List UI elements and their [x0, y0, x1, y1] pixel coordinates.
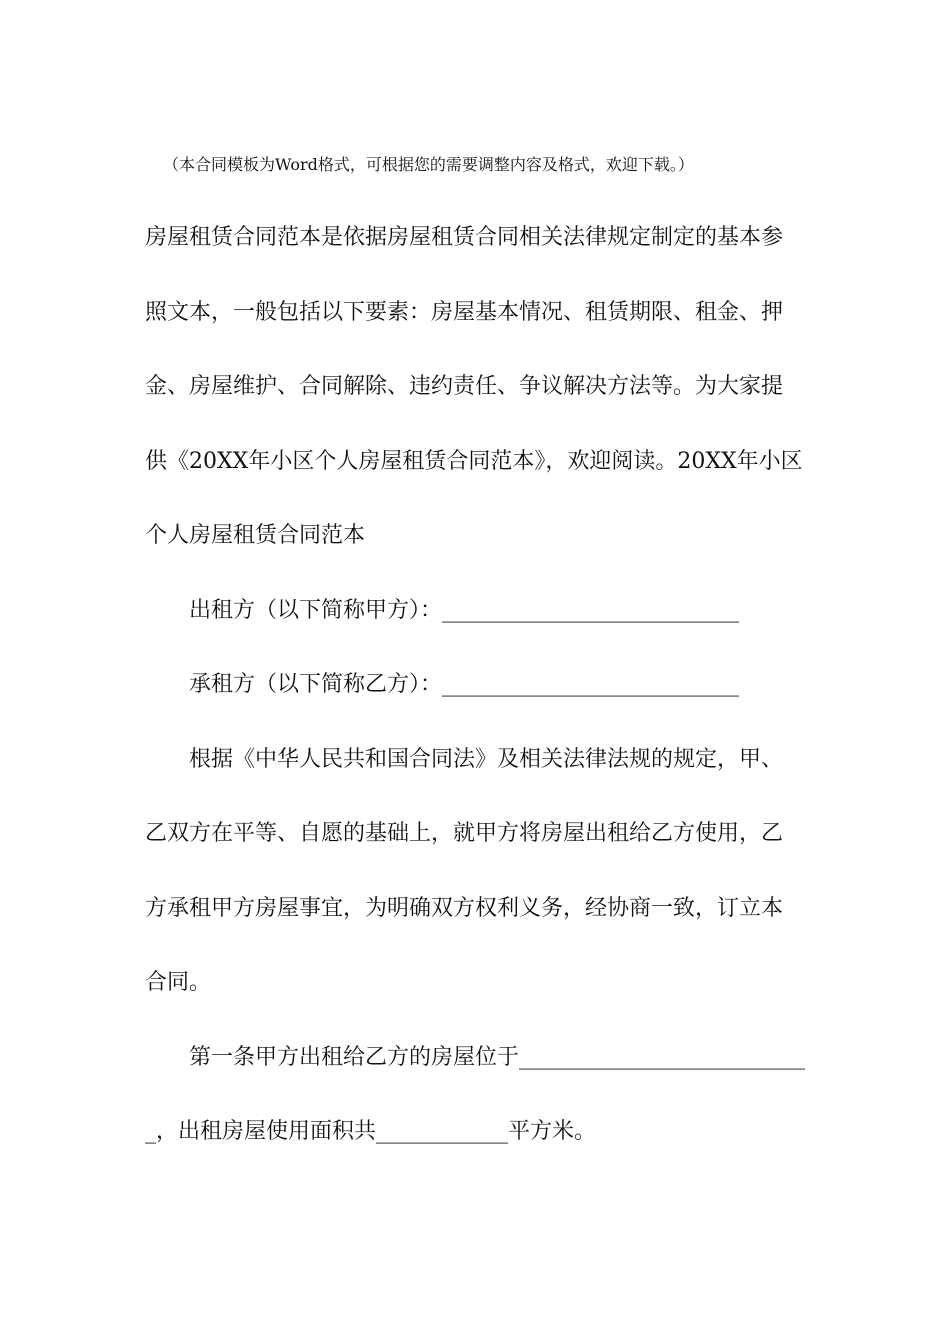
basis-line-2: 乙双方在平等、自愿的基础上，就甲方将房屋出租给乙方使用，乙 [145, 821, 784, 846]
intro-line-4: 供《20XX年小区个人房屋租赁合同范本》，欢迎阅读。20XX年小区 [145, 449, 803, 474]
intro-line-5: 个人房屋租赁合同范本 [145, 523, 366, 548]
template-note: （本合同模板为Word格式，可根据您的需要调整内容及格式，欢迎下载。） [163, 155, 694, 174]
article-1-line-2: _，出租房屋使用面积共____________平方米。 [145, 1119, 597, 1144]
intro-line-2: 照文本，一般包括以下要素：房屋基本情况、租赁期限、租金、押 [145, 300, 784, 325]
lessor-line: 出租方（以下简称甲方）：___________________________ [189, 598, 740, 623]
article-1-line-1: 第一条甲方出租给乙方的房屋位于__________________________ [189, 1045, 806, 1070]
intro-line-1: 房屋租赁合同范本是依据房屋租赁合同相关法律规定制定的基本参 [145, 225, 784, 250]
intro-line-3: 金、房屋维护、合同解除、违约责任、争议解决方法等。为大家提 [145, 374, 784, 399]
basis-line-1: 根据《中华人民共和国合同法》及相关法律法规的规定，甲、 [189, 747, 784, 772]
basis-line-3: 方承租甲方房屋事宜，为明确双方权利义务，经协商一致，订立本 [145, 896, 784, 921]
lessee-line: 承租方（以下简称乙方）：___________________________ [189, 672, 740, 697]
basis-line-4: 合同。 [145, 970, 212, 995]
